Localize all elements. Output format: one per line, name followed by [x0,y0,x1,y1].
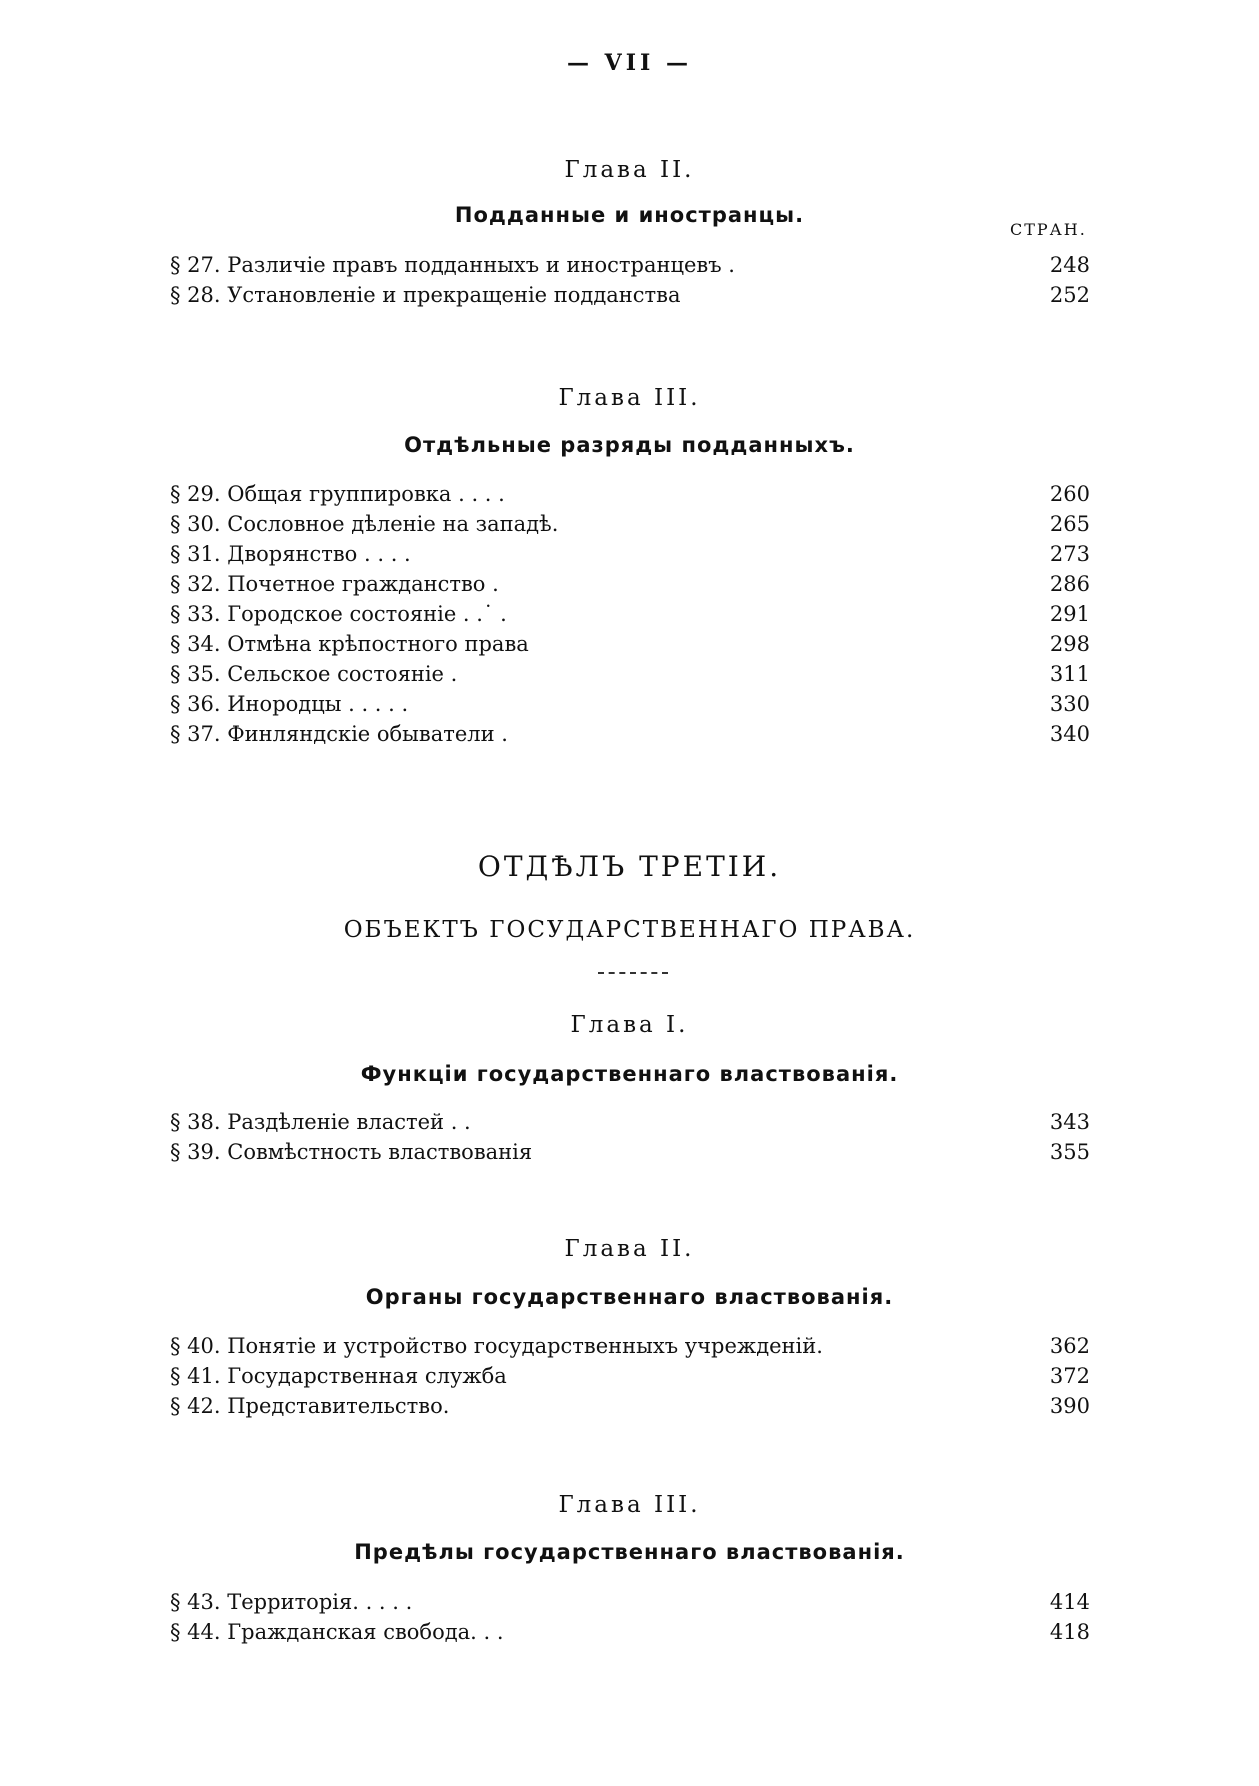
toc-entry[interactable] [170,283,1090,313]
toc-entry-page: 291 [1049,602,1090,626]
toc-entry-text: § 42. Представительство. [170,1394,450,1418]
toc-entry-page: 414 [1049,1590,1090,1614]
toc-entry[interactable] [170,542,1090,572]
toc-entry-text: § 43. Территорія. . . . . [170,1590,413,1614]
toc-entry-text: § 33. Городское состояніе . .˙ . [170,602,507,626]
toc-entry-page: 286 [1049,572,1090,596]
page-number: — VII — [567,50,692,76]
toc-entry-text: § 41. Государственная служба [170,1364,507,1388]
toc-entry-page: 362 [1049,1334,1090,1358]
part-heading: ОТДѢЛЪ ТРЕТІИ. [477,850,782,883]
toc-entry[interactable] [170,1140,1090,1170]
chapter-heading: Глава III. [558,1492,701,1518]
toc-entry[interactable] [170,1590,1090,1620]
toc-entry-page: 260 [1049,482,1090,506]
divider [598,972,668,974]
toc-entry[interactable] [170,1394,1090,1424]
toc-entry[interactable] [170,1620,1090,1650]
chapter-title: Органы государственнаго властвованія. [365,1285,894,1309]
toc-entry-text: § 34. Отмѣна крѣпостного права [170,632,529,656]
chapter-title: Предѣлы государственнаго властвованія. [354,1540,905,1564]
toc-entry[interactable] [170,253,1090,283]
toc-entry-page: 265 [1049,512,1090,536]
toc-entry-page: 355 [1049,1140,1090,1164]
pages-column-header: СТРАН. [1010,220,1087,239]
toc-entry-text: § 28. Установленіе и прекращеніе подданства [170,283,681,307]
toc-entry[interactable] [170,692,1090,722]
chapter-heading: Глава III. [558,385,701,411]
toc-entry-page: 330 [1049,692,1090,716]
toc-entry[interactable] [170,572,1090,602]
toc-entry[interactable] [170,482,1090,512]
toc-entry-page: 418 [1049,1620,1090,1644]
toc-entry-text: § 35. Сельское состояніе . [170,662,458,686]
toc-entry[interactable] [170,632,1090,662]
toc-entry-page: 252 [1049,283,1090,307]
toc-entry-page: 343 [1049,1110,1090,1134]
toc-entry-text: § 36. Инородцы . . . . . [170,692,409,716]
toc-entry-page: 248 [1049,253,1090,277]
toc-entry-text: § 44. Гражданская свобода. . . [170,1620,504,1644]
chapter-title: Функціи государственнаго властвованія. [360,1062,899,1086]
toc-entry-page: 390 [1049,1394,1090,1418]
toc-entry-page: 340 [1049,722,1090,746]
toc-entry[interactable] [170,1364,1090,1394]
chapter-heading: Глава II. [564,157,695,183]
toc-entry[interactable] [170,512,1090,542]
toc-entry[interactable] [170,602,1090,632]
toc-entry-page: 298 [1049,632,1090,656]
toc-entry[interactable] [170,1334,1090,1364]
toc-entry-page: 273 [1049,542,1090,566]
toc-entry-page: 311 [1049,662,1090,686]
toc-entry-text: § 31. Дворянство . . . . [170,542,411,566]
toc-entry-text: § 29. Общая группировка . . . . [170,482,505,506]
toc-entry[interactable] [170,722,1090,752]
toc-entry-text: § 32. Почетное гражданство . [170,572,499,596]
toc-entry-text: § 30. Сословное дѣленіе на западѣ. [170,512,559,536]
toc-entry-text: § 40. Понятіе и устройство государственныхъ учрежденій. [170,1334,823,1358]
chapter-heading: Глава I. [570,1012,689,1038]
chapter-title: Подданные и иностранцы. [454,203,805,227]
toc-entry-page: 372 [1049,1364,1090,1388]
toc-entry-text: § 38. Раздѣленіе властей . . [170,1110,471,1134]
toc-entry-text: § 37. Финляндскіе обыватели . [170,722,508,746]
toc-entry[interactable] [170,662,1090,692]
part-subheading: ОБЪЕКТЪ ГОСУДАРСТВЕННАГО ПРАВА. [343,917,916,943]
toc-entry-text: § 39. Совмѣстность властвованія [170,1140,533,1164]
chapter-title: Отдѣльные разряды подданныхъ. [404,433,855,457]
chapter-heading: Глава II. [564,1236,695,1262]
toc-entry[interactable] [170,1110,1090,1140]
toc-entry-text: § 27. Различіе правъ подданныхъ и иностранцевъ . [170,253,735,277]
